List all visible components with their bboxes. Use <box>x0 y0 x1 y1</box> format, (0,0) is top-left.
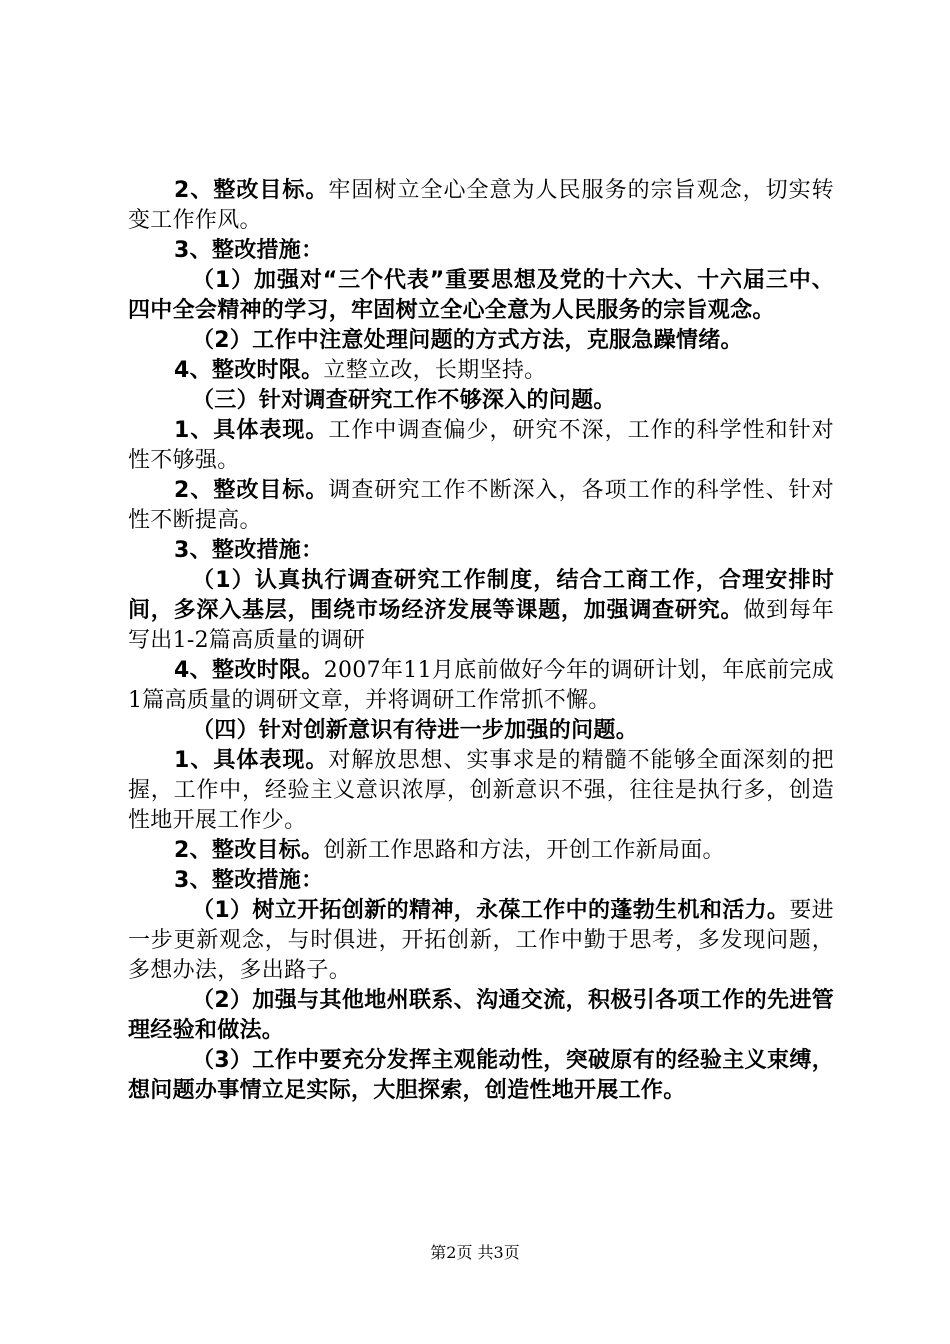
paragraph-heading: （2）工作中注意处理问题的方式方法，克服急躁情绪。 <box>192 328 743 353</box>
paragraph-text: 2007年11月底前做好今年的调研计划，年底前完成1篇高质量的调研文章，并将调研工作常抓不懈。 <box>128 658 834 713</box>
paragraph-heading: 2、整改目标。 <box>174 838 324 863</box>
paragraph <box>128 896 834 986</box>
paragraph <box>128 716 834 746</box>
paragraph-heading: 2、整改目标。 <box>174 478 329 503</box>
document-body <box>128 176 834 1106</box>
paragraph-heading: 1、具体表现。 <box>174 748 329 773</box>
paragraph-heading: （1）认真执行调查研究工作制度，结合工商工作，合理安排时间，多深入基层，围绕市场经济发展等课题，加强调查研究。 <box>128 568 834 623</box>
paragraph <box>128 356 834 386</box>
paragraph-heading: （四）针对创新意识有待进一步加强的问题。 <box>192 718 639 743</box>
paragraph-heading: 2、整改目标。 <box>174 178 329 203</box>
paragraph-heading: 3、整改措施： <box>174 868 324 893</box>
page-footer: 第2页 共3页 <box>430 1243 520 1262</box>
paragraph-text: 立整立改，长期坚持。 <box>323 358 547 383</box>
paragraph-heading: （三）针对调查研究工作不够深入的问题。 <box>192 388 616 413</box>
paragraph <box>128 746 834 836</box>
paragraph-heading: 3、整改措施： <box>174 238 324 263</box>
paragraph <box>128 266 834 326</box>
paragraph <box>128 416 834 476</box>
paragraph <box>128 1046 834 1106</box>
paragraph-heading: 1、具体表现。 <box>174 418 329 443</box>
paragraph <box>128 566 834 656</box>
paragraph <box>128 866 834 896</box>
paragraph-text: 做到每年写出1-2篇高质量的调研 <box>128 598 834 653</box>
paragraph-heading: （2）加强与其他地州联系、沟通交流，积极引各项工作的先进管理经验和做法。 <box>128 988 834 1043</box>
paragraph-text: 调查研究工作不断深入，各项工作的科学性、针对性不断提高。 <box>128 478 834 533</box>
paragraph <box>128 836 834 866</box>
paragraph-text: 对解放思想、实事求是的精髓不能够全面深刻的把握，工作中，经验主义意识浓厚，创新意识不强，往往是执行多，创造性地开展工作少。 <box>128 748 834 833</box>
paragraph-heading: （1）树立开拓创新的精神，永葆工作中的蓬勃生机和活力。 <box>192 898 790 923</box>
paragraph <box>128 476 834 536</box>
paragraph-text: 工作中调查偏少，研究不深，工作的科学性和针对性不够强。 <box>128 418 834 473</box>
paragraph-text: 牢固树立全心全意为人民服务的宗旨观念，切实转变工作作风。 <box>128 178 834 233</box>
paragraph <box>128 536 834 566</box>
paragraph <box>128 176 834 236</box>
paragraph-heading: 4、整改时限。 <box>174 358 324 383</box>
paragraph <box>128 326 834 356</box>
paragraph-text: 创新工作思路和方法，开创工作新局面。 <box>323 838 725 863</box>
paragraph <box>128 656 834 716</box>
paragraph-text: 要进一步更新观念，与时俱进，开拓创新，工作中勤于思考，多发现问题，多想办法，多出路子。 <box>128 898 834 983</box>
paragraph-heading: （3）工作中要充分发挥主观能动性，突破原有的经验主义束缚，想问题办事情立足实际，大胆探索，创造性地开展工作。 <box>128 1048 834 1103</box>
paragraph <box>128 986 834 1046</box>
paragraph-heading: （1）加强对“三个代表”重要思想及党的十六大、十六届三中、四中全会精神的学习，牢固树立全心全意为人民服务的宗旨观念。 <box>128 268 834 323</box>
paragraph <box>128 236 834 266</box>
paragraph-heading: 4、整改时限。 <box>174 658 324 683</box>
paragraph <box>128 386 834 416</box>
paragraph-heading: 3、整改措施： <box>174 538 324 563</box>
